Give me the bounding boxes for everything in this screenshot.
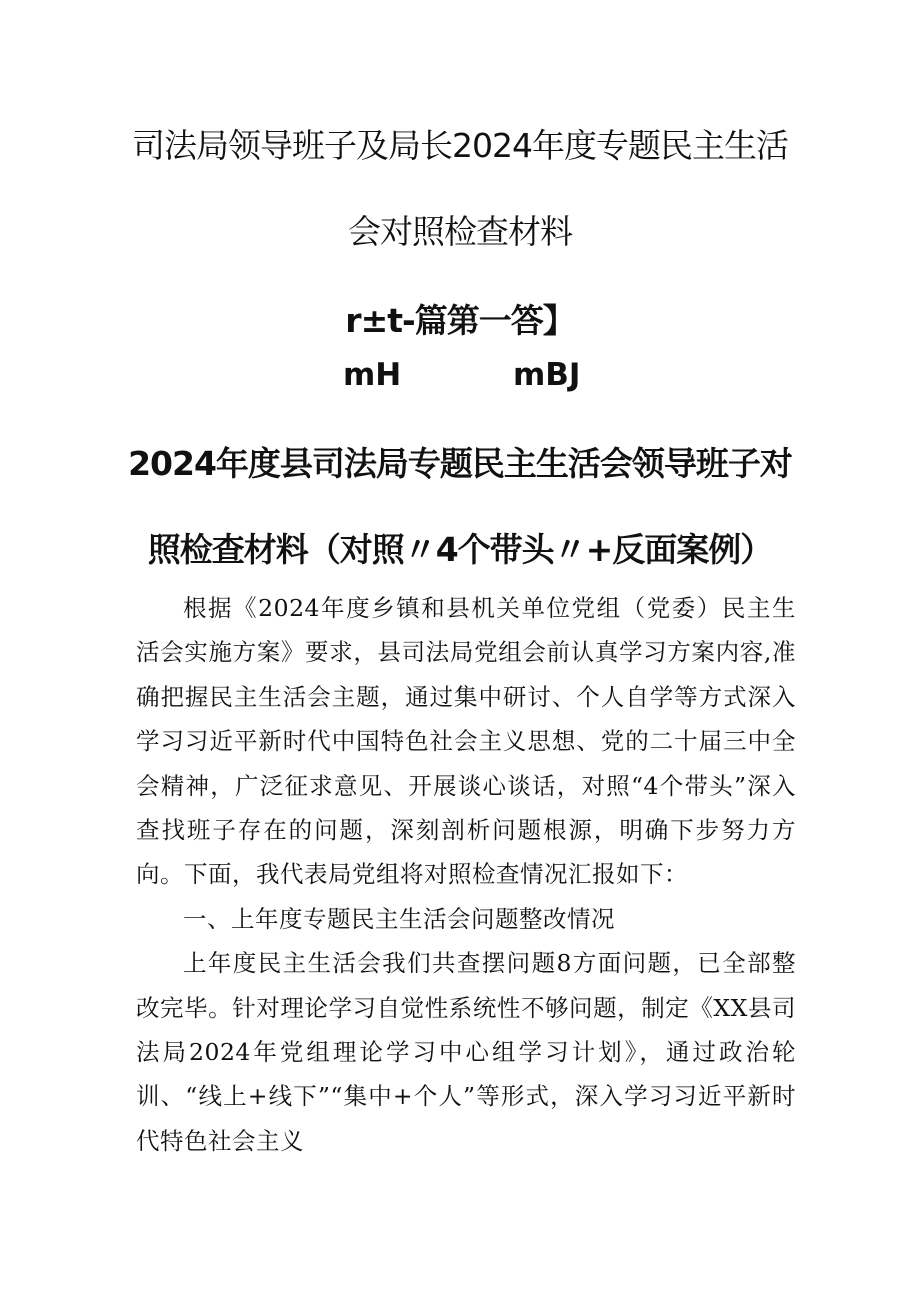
document-title-line-2: 会对照检查材料 xyxy=(348,212,572,251)
section-heading-line-2: 照检查材料（对照〃4个带头〃+反面案例） xyxy=(147,530,773,569)
subtitle-left: mH xyxy=(343,357,402,393)
document-title-line-3: r±t-篇第一答】 xyxy=(345,301,575,340)
paragraph-rectification: 上年度民主生活会我们共查摆问题8方面问题，已全部整改完毕。针对理论学习自觉性系统性不够问题，制定《XX县司法局2024年党组理论学习中心组学习计划》，通过政治轮训、“线上+线下”“集中+个人”等形式，深入学习习近平新时代特色社会主义 xyxy=(136,949,796,1155)
document-title-line-1: 司法局领导班子及局长2024年度专题民主生活 xyxy=(132,126,788,165)
document-body xyxy=(136,586,796,1163)
paragraph-section-heading: 一、上年度专题民主生活会问题整改情况 xyxy=(183,904,615,933)
subtitle-right: mBJ xyxy=(513,357,581,393)
section-heading-line-1: 2024年度县司法局专题民主生活会领导班子对 xyxy=(128,444,792,483)
paragraph-intro: 根据《2024年度乡镇和县机关单位党组（党委）民主生活会实施方案》要求，县司法局党组会前认真学习方案内容,准确把握民主生活会主题，通过集中研讨、个人自学等方式深入学习习近平新时代中国特色社会主义思想、党的二十届三中全会精神，广泛征求意见、开展谈心谈话，对照“4个带头”深入查找班子存在的问题，深刻剖析问题根源，明确下步努力方向。下面，我代表局党组将对照检查情况汇报如下： xyxy=(136,594,796,889)
